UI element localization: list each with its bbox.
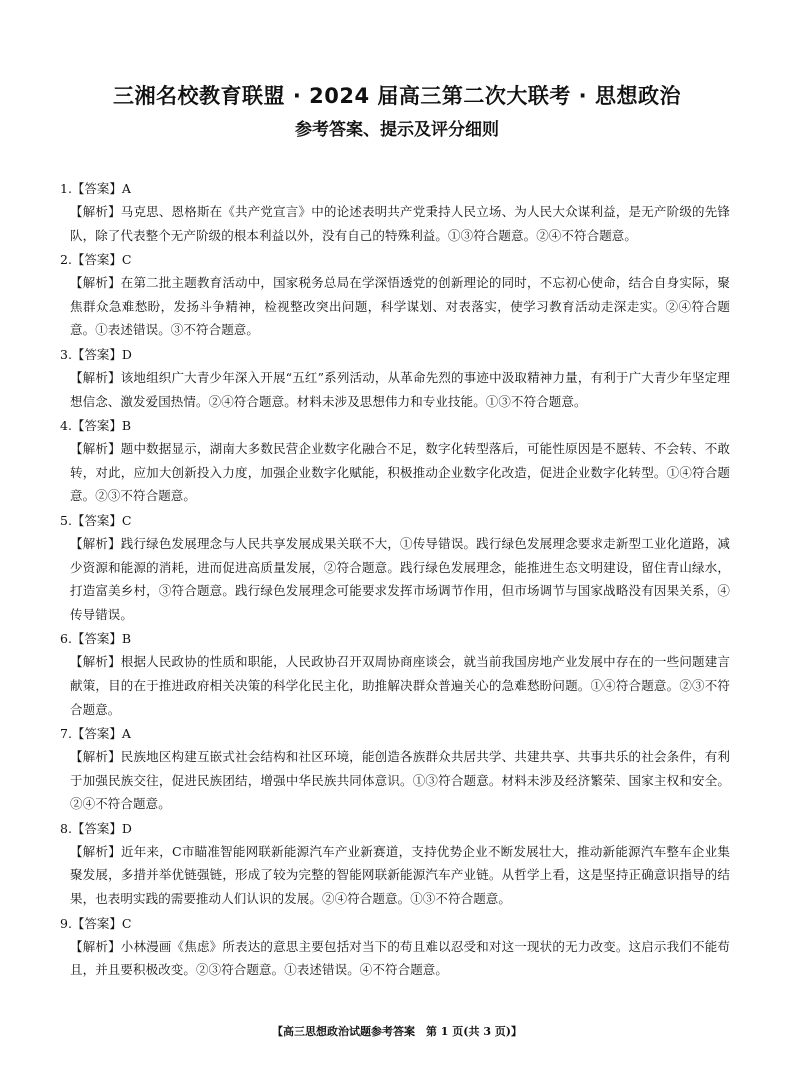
answer-line: 4.【答案】B bbox=[60, 418, 132, 434]
answer-item-4 bbox=[60, 414, 730, 508]
answer-line: 6.【答案】B bbox=[60, 631, 132, 647]
answer-item-7 bbox=[60, 722, 730, 816]
analysis-text: 【解析】在第二批主题教育活动中，国家税务总局在学深悟透党的创新理论的同时，不忘初心使命，结合自身实际，聚焦群众急难愁盼，发扬斗争精神，检视整改突出问题，科学谋划、对表落实，使学习教育活动走深走实。②④符合题意。①表述错误。③不符合题意。 bbox=[70, 275, 730, 338]
answer-item-5 bbox=[60, 509, 730, 626]
analysis-text: 【解析】近年来，C市瞄准智能网联新能源汽车产业新赛道，支持优势企业不断发展壮大，推动新能源汽车整车企业集聚发展，多措并举优链强链，形成了较为完整的智能网联新能源汽车产业链。从哲学上看，这是坚持正确意识指导的结果，也表明实践的需要推动人们认识的发展。②④符合题意。①③不符合题意。 bbox=[70, 843, 730, 907]
analysis-text: 【解析】题中数据显示，湖南大多数民营企业数字化融合不足，数字化转型落后，可能性原因是不愿转、不会转、不敢转，对此，应加大创新投入力度，加强企业数字化赋能，积极推动企业数字化改造，促进企业数字化转型。①④符合题意。②③不符合题意。 bbox=[70, 441, 730, 504]
answer-list bbox=[60, 177, 730, 983]
answer-line: 8.【答案】D bbox=[60, 820, 132, 836]
analysis-text: 【解析】民族地区构建互嵌式社会结构和社区环境，能创造各族群众共居共学、共建共享、共事共乐的社会条件，有利于加强民族交往，促进民族团结，增强中华民族共同体意识。①③符合题意。材料未涉及经济繁荣、国家主权和安全。②④不符合题意。 bbox=[70, 749, 730, 812]
answer-item-2 bbox=[60, 248, 730, 342]
analysis-text: 【解析】小林漫画《焦虑》所表达的意思主要包括对当下的苟且难以忍受和对这一现状的无力改变。这启示我们不能苟且，并且要积极改变。②③符合题意。①表述错误。④不符合题意。 bbox=[70, 938, 730, 978]
analysis-text: 【解析】根据人民政协的性质和职能，人民政协召开双周协商座谈会，就当前我国房地产业发展中存在的一些问题建言献策，目的在于推进政府相关决策的科学化民主化，助推解决群众普遍关心的急难愁盼问题。①④符合题意。②③不符合题意。 bbox=[70, 654, 730, 717]
answer-item-1 bbox=[60, 177, 730, 247]
answer-line: 1.【答案】A bbox=[60, 181, 131, 196]
answer-item-3 bbox=[60, 343, 730, 413]
page-footer: 【高三思想政治试题参考答案 第 1 页(共 3 页)】 bbox=[271, 1025, 523, 1038]
answer-line: 2.【答案】C bbox=[60, 252, 132, 268]
answer-line: 9.【答案】C bbox=[60, 915, 132, 931]
analysis-text: 【解析】该地组织广大青少年深入开展“五红”系列活动，从革命先烈的事迹中汲取精神力量，有利于广大青少年坚定理想信念、激发爱国热情。②④符合题意。材料未涉及思想伟力和专业技能。①③不符合题意。 bbox=[70, 369, 730, 409]
page-subtitle: 参考答案、提示及评分细则 bbox=[295, 120, 499, 140]
answer-item-6 bbox=[60, 627, 730, 721]
page-title: 三湘名校教育联盟 · 2024 届高三第二次大联考 · 思想政治 bbox=[113, 84, 681, 108]
answer-line: 5.【答案】C bbox=[60, 512, 132, 528]
answer-line: 7.【答案】A bbox=[60, 726, 131, 742]
answer-item-9 bbox=[60, 912, 730, 982]
answer-item-8 bbox=[60, 817, 730, 911]
answer-line: 3.【答案】D bbox=[60, 346, 132, 362]
analysis-text: 【解析】马克思、恩格斯在《共产党宣言》中的论述表明共产党秉持人民立场、为人民大众谋利益，是无产阶级的先锋队，除了代表整个无产阶级的根本利益以外，没有自己的特殊利益。①③符合题意。②④不符合题意。 bbox=[70, 204, 730, 243]
analysis-text: 【解析】践行绿色发展理念与人民共享发展成果关联不大，①传导错误。践行绿色发展理念要求走新型工业化道路，减少资源和能源的消耗，进而促进高质量发展，②符合题意。践行绿色发展理念，能推进生态文明建设，留住青山绿水，打造富美乡村，③符合题意。践行绿色发展理念可能要求发挥市场调节作用，但市场调节与国家战略没有因果关系，④传导错误。 bbox=[70, 535, 730, 622]
